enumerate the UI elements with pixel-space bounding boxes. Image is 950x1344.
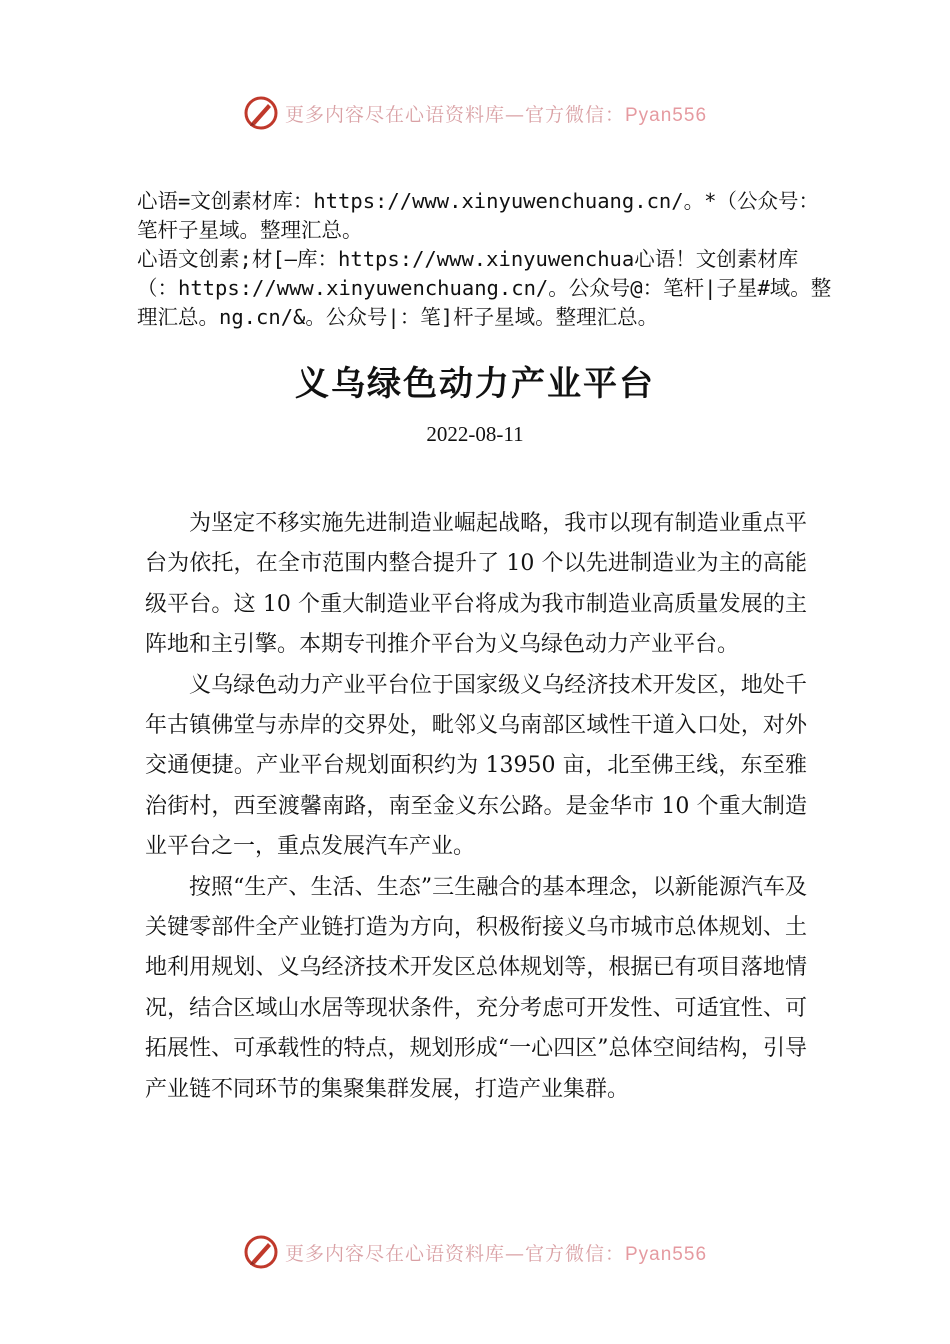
article-title: 义乌绿色动力产业平台 <box>295 364 655 404</box>
wechat-id: Pyan556 <box>625 1243 708 1265</box>
header-banner <box>0 93 950 133</box>
note-line: 心语=文创素材库：https://www.xinyuwenchuang.cn/。*（公众号：笔杆子星域。整理汇总。 <box>137 189 819 242</box>
pen-logo-icon <box>243 95 279 131</box>
article-date: 2022-08-11 <box>426 422 524 446</box>
paragraph: 为坚定不移实施先进制造业崛起战略，我市以现有制造业重点平台为依托，在全市范围内整合提升了 10 个以先进制造业为主的高能级平台。这 10 个重大制造业平台将成为我市制造业高质量发展的主阵地和主引擎。本期专刊推介平台为义乌绿色动力产业平台。 <box>145 511 807 658</box>
pen-logo-icon <box>243 1234 279 1270</box>
footer-banner <box>0 1232 950 1272</box>
banner-text: 更多内容尽在心语资料库—官方微信：Pyan556 <box>284 103 708 126</box>
paragraph: 按照“生产、生活、生态”三生融合的基本理念，以新能源汽车及关键零部件全产业链打造为方向，积极衔接义乌市城市总体规划、土地利用规划、义乌经济技术开发区总体规划等，根据已有项目落地情况，结合区域山水居等现状条件，充分考虑可开发性、可适宜性、可拓展性、可承载性的特点，规划形成“一心四区”总体空间结构，引导产业链不同环节的集聚集群发展，打造产业集群。 <box>145 874 807 1102</box>
watermark-notes <box>137 187 837 332</box>
wechat-id: Pyan556 <box>625 104 708 126</box>
banner-text: 更多内容尽在心语资料库—官方微信：Pyan556 <box>284 1242 708 1265</box>
note-line: 心语文创素;材[—库：https://www.xinyuwenchua心语！文创素材库（：https://www.xinyuwenchuang.cn/。公众号@：笔杆|子星#域。整理汇总。ng.cn/&。公众号|：笔]杆子星域。整理汇总。 <box>137 247 832 329</box>
paragraph: 义乌绿色动力产业平台位于国家级义乌经济技术开发区，地处千年古镇佛堂与赤岸的交界处，毗邻义乌南部区域性干道入口处，对外交通便捷。产业平台规划面积约为 13950 亩，北至佛王线，东至雅治街村，西至渡馨南路，南至金义东公路。是金华市 10 个重大制造业平台之一，重点发展汽车产业。 <box>145 672 807 860</box>
article-body <box>145 504 807 1110</box>
